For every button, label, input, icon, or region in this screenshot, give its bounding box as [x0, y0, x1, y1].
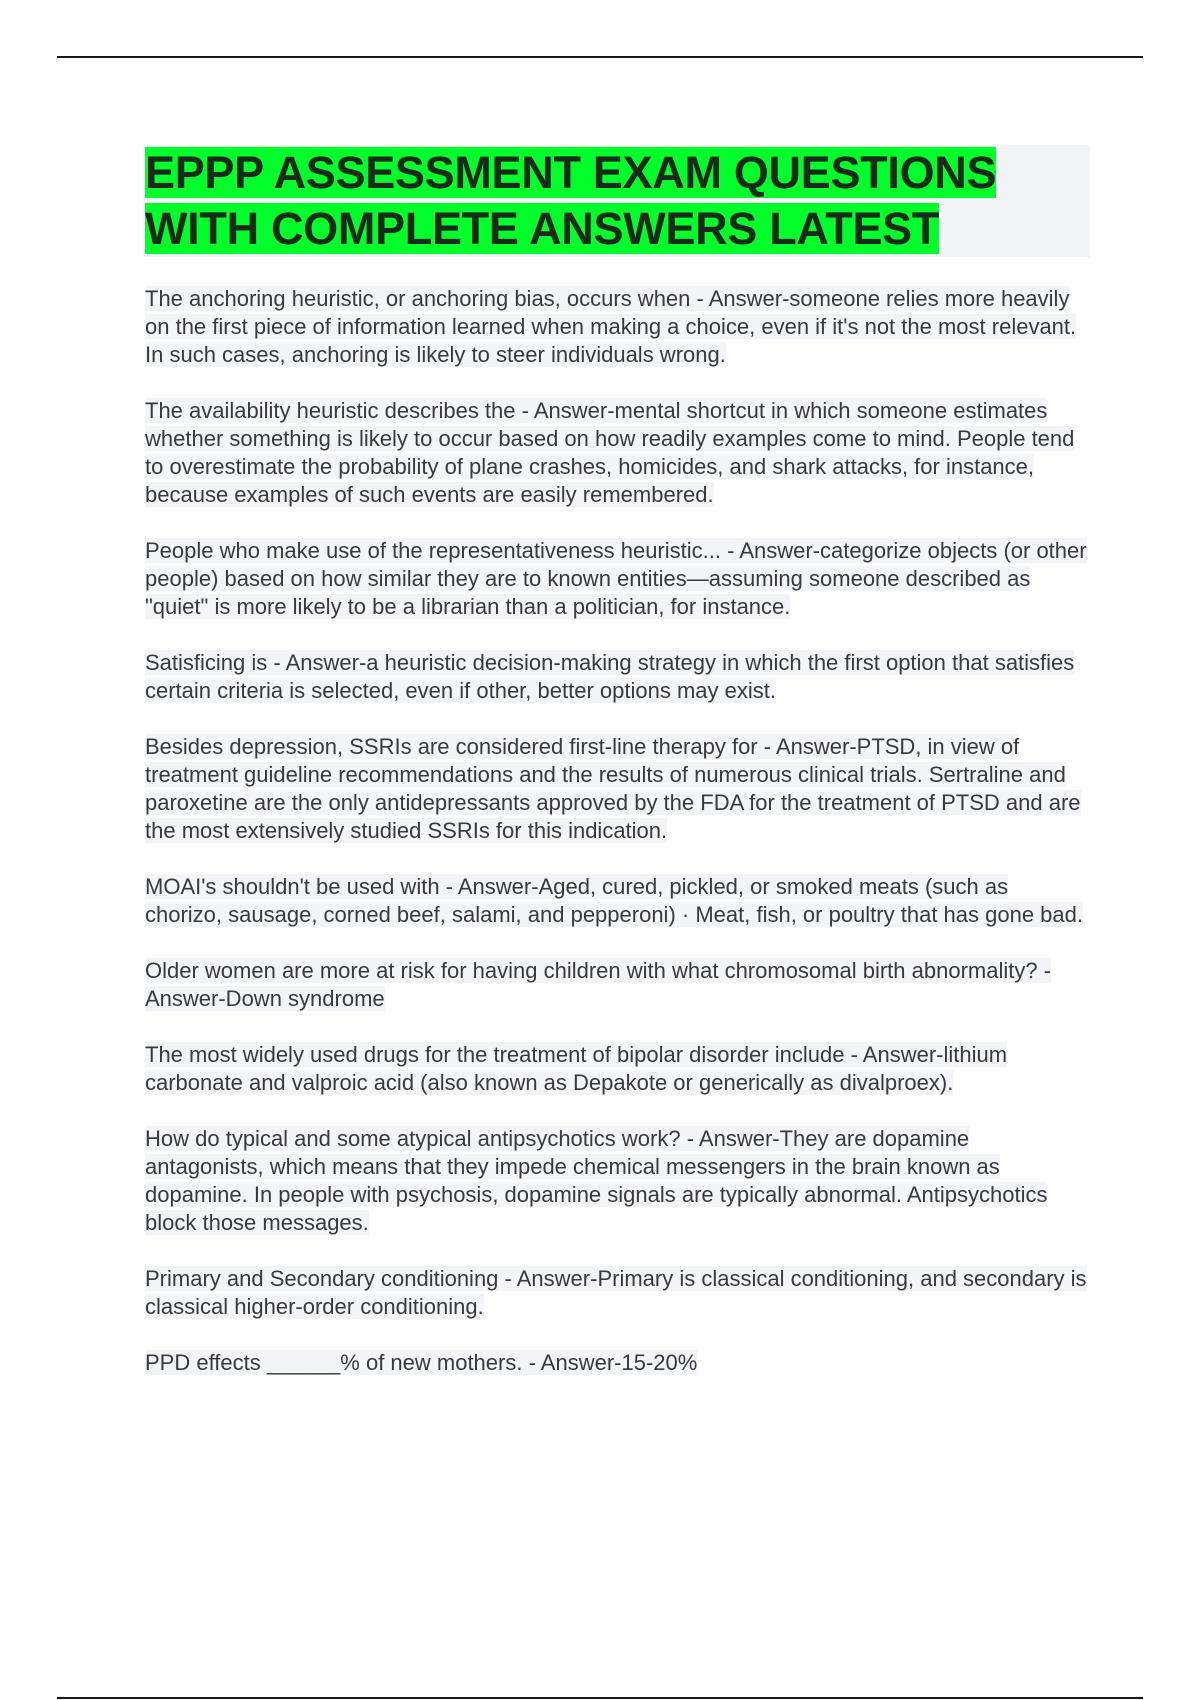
document-body: [145, 145, 1090, 1405]
qa-item-text: Older women are more at risk for having children with what chromosomal birth abnormality? - Answer-Down syndrome: [145, 958, 1052, 1011]
qa-item: [145, 1125, 1090, 1237]
bottom-rule: [57, 1697, 1143, 1699]
qa-item: [145, 733, 1090, 845]
top-rule: [57, 56, 1143, 58]
title-block: [145, 145, 1090, 257]
qa-item-text: The most widely used drugs for the treatment of bipolar disorder include - Answer-lithium carbonate and valproic acid (also known as Depakote or generically as divalproex).: [145, 1042, 1008, 1095]
qa-item: [145, 649, 1090, 705]
qa-item-text: Primary and Secondary conditioning - Answer-Primary is classical conditioning, and secondary is classical higher-order conditioning.: [145, 1266, 1087, 1319]
qa-item-text: Satisficing is - Answer-a heuristic decision-making strategy in which the first option that satisfies certain criteria is selected, even if other, better options may exist.: [145, 650, 1075, 703]
document-title-text: EPPP ASSESSMENT EXAM QUESTIONS WITH COMPLETE ANSWERS LATEST: [145, 147, 997, 254]
qa-item: [145, 957, 1090, 1013]
qa-item: [145, 1265, 1090, 1321]
qa-item: [145, 873, 1090, 929]
qa-item-text: Besides depression, SSRIs are considered first-line therapy for - Answer-PTSD, in view of treatment guideline recommendations and the results of numerous clinical trials. Sertraline and paroxetine are the only antidepressants approved by the FDA for the treatment of PTSD and are the most extensively studied SSRIs for this indication.: [145, 734, 1081, 843]
document-title: [145, 145, 1090, 257]
qa-item: [145, 285, 1090, 369]
qa-item-text: The anchoring heuristic, or anchoring bias, occurs when - Answer-someone relies more heavily on the first piece of information learned when making a choice, even if it's not the most relevant. In such cases, anchoring is likely to steer individuals wrong.: [145, 286, 1077, 367]
qa-item-text: The availability heuristic describes the - Answer-mental shortcut in which someone estimates whether something is likely to occur based on how readily examples come to mind. People tend to overestimate the probability of plane crashes, homicides, and shark attacks, for instance, because examples of such events are easily remembered.: [145, 398, 1075, 507]
qa-list: [145, 285, 1090, 1377]
qa-item: [145, 1349, 1090, 1377]
qa-item-text: PPD effects ______% of new mothers. - Answer-15-20%: [145, 1350, 698, 1375]
qa-item: [145, 397, 1090, 509]
qa-item: [145, 1041, 1090, 1097]
qa-item: [145, 537, 1090, 621]
qa-item-text: How do typical and some atypical antipsychotics work? - Answer-They are dopamine antagonists, which means that they impede chemical messengers in the brain known as dopamine. In people with psychosis, dopamine signals are typically abnormal. Antipsychotics block those messages.: [145, 1126, 1048, 1235]
qa-item-text: MOAI's shouldn't be used with - Answer-Aged, cured, pickled, or smoked meats (such as chorizo, sausage, corned beef, salami, and pepperoni) · Meat, fish, or poultry that has gone bad.: [145, 874, 1083, 927]
qa-item-text: People who make use of the representativeness heuristic... - Answer-categorize objects (or other people) based on how similar they are to known entities—assuming someone described as "quiet" is more likely to be a librarian than a politician, for instance.: [145, 538, 1087, 619]
